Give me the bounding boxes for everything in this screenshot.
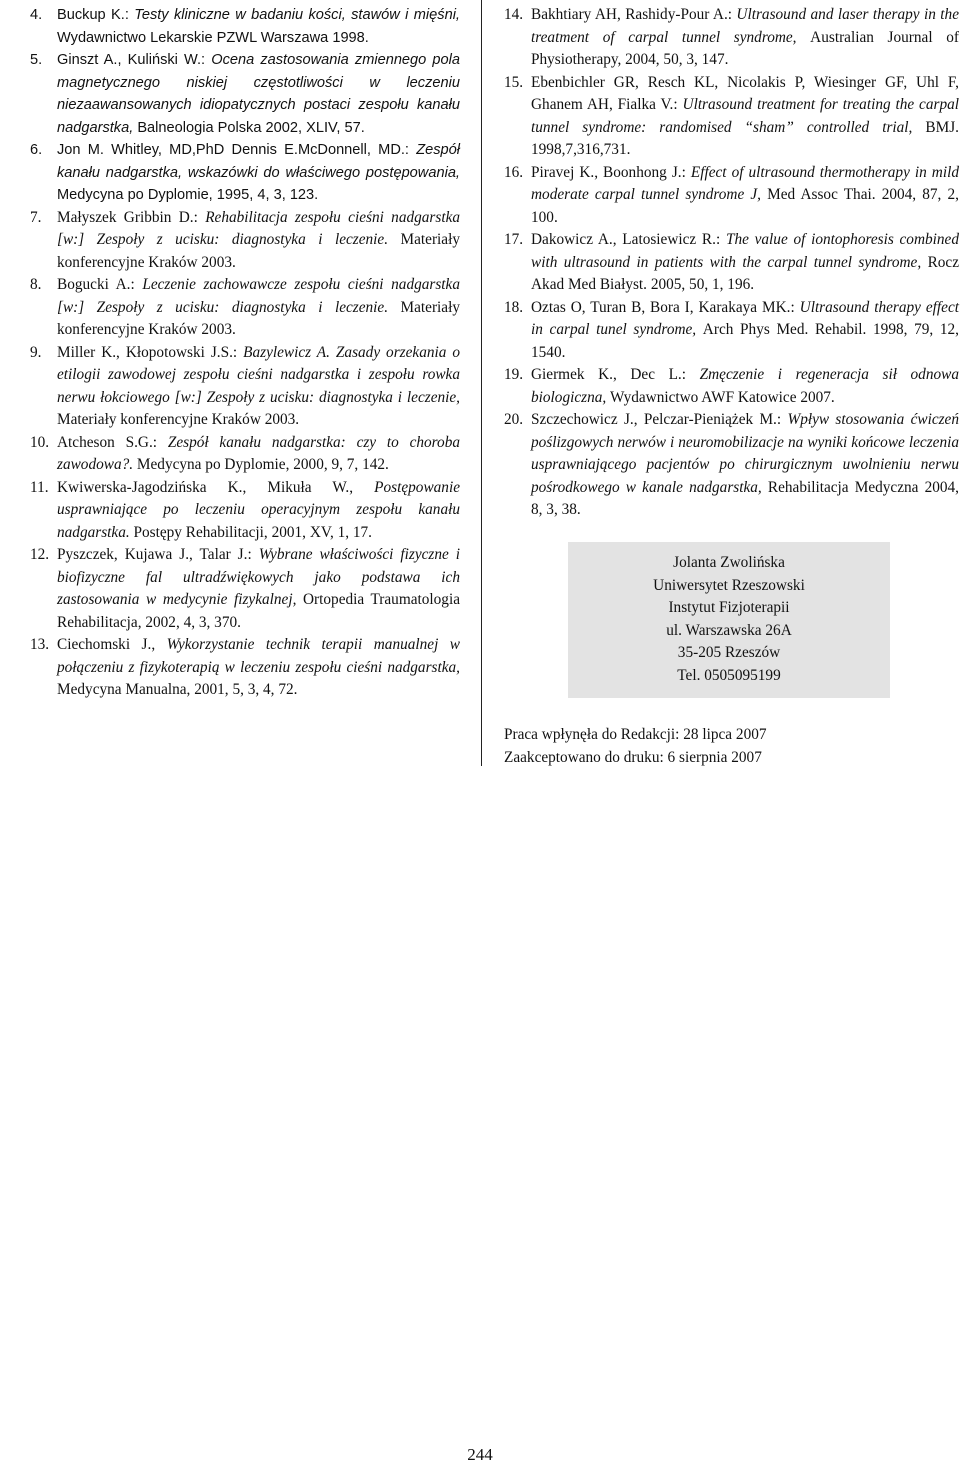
reference-title: Ocena zastosowania zmiennego pola magnetycznego niskiej częstotliwości w leczeniu niezaawansowanych idiopatycznych postaci zespołu kanału nadgarstka, [57, 52, 460, 136]
reference-item [504, 4, 959, 72]
reference-source: Ortopedia Traumatologia Rehabilitacja, 2002, 4, 3, 370. [57, 591, 460, 631]
reference-item [504, 229, 959, 297]
reference-item [30, 432, 460, 477]
reference-number: 7. [30, 208, 42, 226]
reference-authors: Ginszt A., Kuliński W.: [57, 52, 212, 68]
reference-title: Zmęczenie i regeneracja sił odnowa biologiczna, [531, 366, 959, 406]
reference-authors: Jon M. Whitley, MD,PhD Dennis E.McDonnell, MD.: [57, 142, 417, 158]
reference-number: 19. [504, 366, 524, 383]
reference-authors: Bogucki A.: [57, 276, 143, 293]
reference-title: The value of iontophoresis combined with ultrasound in patients with the carpal tunnel syndrome, [531, 231, 959, 271]
reference-number: 14. [504, 6, 524, 23]
reference-title: Testy kliniczne w badaniu kości, stawów i mięśni, [134, 7, 460, 23]
reference-item [30, 139, 460, 207]
reference-authors: Kwiwerska-Jagodzińska K., Mikuła W., [57, 478, 375, 496]
reference-title: Ultrasound treatment for treating the carpal tunnel syndrome: randomised “sham” controlled trial, [531, 96, 959, 136]
reference-number: 5. [30, 52, 43, 68]
reference-item [30, 544, 460, 634]
author-city: 35-205 Rzeszów [677, 644, 781, 661]
reference-number: 15. [504, 73, 524, 91]
reference-title: Wykorzystanie technik terapii manualnej w połączeniu z fizykoterapią w leczeniu zespołu cieśni nadgarstka, [57, 636, 460, 676]
reference-number: 6. [30, 142, 43, 158]
submission-dates [504, 724, 767, 769]
reference-source: Materiały konferencyjne Kraków 2003. [57, 231, 460, 271]
reference-item [30, 342, 460, 432]
reference-authors: Bakhtiary AH, Rashidy-Pour A.: [531, 6, 737, 23]
reference-source: Wydawnictwo AWF Katowice 2007. [610, 388, 835, 406]
references-left-column [30, 4, 460, 702]
reference-number: 11. [30, 478, 49, 496]
reference-title: Rehabilitacja zespołu cieśni nadgarstka [w:] Zespoły z ucisku: diagnostyka i leczenie. [57, 208, 461, 248]
reference-authors: Szczechowicz J., Pelczar-Pieniążek M.: [531, 411, 788, 428]
reference-title: Effect of ultrasound thermotherapy in mild moderate carpal tunnel syndrome J, [531, 163, 959, 203]
reference-source: Rehabilitacja Medyczna 2004, 8, 3, 38. [531, 478, 960, 518]
reference-title: Wybrane właściwości fizyczne i biofizyczne fal ultradźwiękowych jako podstawa ich zastosowania w medycynie fizykalnej, [57, 546, 461, 608]
reference-source: Med Assoc Thai. 2004, 87, 2, 100. [531, 186, 959, 226]
reference-item [504, 297, 959, 365]
reference-source: Materiały konferencyjne Kraków 2003. [57, 298, 460, 338]
accepted-date: Zaakceptowano do druku: 6 sierpnia 2007 [504, 748, 762, 766]
reference-title: Postępowanie usprawniające po leczeniu operacyjnym zespołu kanału nadgarstka. [57, 478, 460, 541]
reference-authors: Oztas O, Turan B, Bora I, Karakaya MK.: [531, 298, 800, 316]
column-divider [481, 0, 482, 766]
page-number: 244 [467, 1445, 493, 1464]
reference-authors: Atcheson S.G.: [57, 433, 168, 451]
reference-number: 4. [30, 7, 43, 23]
author-address-box [568, 542, 890, 698]
reference-item [504, 364, 959, 409]
reference-item [30, 207, 460, 275]
references-right-column [504, 4, 959, 522]
reference-source: Balneologia Polska 2002, XLIV, 57. [137, 119, 365, 136]
reference-item [30, 274, 460, 342]
reference-authors: Buckup K.: [57, 7, 135, 23]
reference-source: Arch Phys Med. Rehabil. 1998, 79, 12, 1540. [531, 321, 960, 361]
reference-title: Bazylewicz A. Zasady orzekania o etilogii zawodowej zespołu cieśni nadgarstka i zespołu rowka nerwu łokciowego [w:] Zespoły z ucisku: diagnostyka i leczenie, [57, 343, 460, 406]
reference-source: BMJ. 1998,7,316,731. [531, 118, 959, 158]
reference-authors: Dakowicz A., Latosiewicz R.: [531, 231, 726, 248]
reference-number: 12. [30, 546, 50, 563]
reference-source: Medycyna po Dyplomie, 2000, 9, 7, 142. [136, 456, 389, 473]
reference-authors: Miller K., Kłopotowski J.S.: [57, 343, 244, 361]
reference-item [30, 477, 460, 545]
reference-source: Australian Journal of Physiotherapy, 2004, 50, 3, 147. [531, 28, 959, 68]
reference-source: Materiały konferencyjne Kraków 2003. [57, 411, 300, 428]
reference-number: 18. [504, 298, 524, 316]
reference-number: 9. [30, 343, 42, 361]
reference-source: Wydawnictwo Lekarskie PZWL Warszawa 1998. [57, 29, 369, 46]
reference-number: 10. [30, 433, 50, 451]
reference-item [30, 634, 460, 702]
reference-number: 17. [504, 231, 524, 248]
reference-number: 8. [30, 276, 42, 293]
reference-source: Medycyna po Dyplomie, 1995, 4, 3, 123. [57, 187, 319, 203]
reference-item [30, 4, 460, 49]
reference-title: Zespół kanału nadgarstka: czy to choroba zawodowa?. [57, 433, 460, 473]
author-institute: Instytut Fizjoterapii [668, 599, 790, 616]
reference-number: 13. [30, 636, 50, 653]
reference-authors: Małyszek Gribbin D.: [57, 208, 206, 226]
reference-source: Medycyna Manualna, 2001, 5, 3, 4, 72. [57, 681, 298, 698]
reference-item [504, 162, 959, 230]
reference-authors: Ebenbichler GR, Resch KL, Nicolakis P, Wiesinger GF, Uhl F, Ghanem AH, Fialka V.: [531, 73, 959, 113]
reference-authors: Piravej K., Boonhong J.: [531, 163, 691, 181]
reference-source: Rocz Akad Med Białyst. 2005, 50, 1, 196. [531, 253, 959, 293]
reference-authors: Pyszczek, Kujawa J., Talar J.: [57, 546, 259, 563]
reference-title: Ultrasound and laser therapy in the treatment of carpal tunnel syndrome, [531, 6, 959, 46]
reference-title: Wpływ stosowania ćwiczeń poślizgowych nerwów i neuromobilizacje na wyniki końcowe leczenia usprawniającego pacjentów po chirurgicznym uwolnieniu nerwu pośrodkowego w kanale nadgarstka, [531, 411, 959, 496]
reference-authors: Ciechomski J., [57, 636, 167, 653]
reference-title: Leczenie zachowawcze zespołu cieśni nadgarstka [w:] Zespoły z ucisku: diagnostyka i leczenie. [57, 276, 460, 316]
reference-title: Zespół kanału nadgarstka, wskazówki do właściwego postępowania, [57, 142, 460, 181]
reference-item [30, 49, 460, 139]
author-university: Uniwersytet Rzeszowski [653, 576, 805, 594]
reference-number: 16. [504, 163, 524, 181]
reference-source: Postępy Rehabilitacji, 2001, XV, 1, 17. [133, 523, 373, 541]
reference-item [504, 409, 959, 522]
received-date: Praca wpłynęła do Redakcji: 28 lipca 2007 [504, 726, 767, 743]
reference-title: Ultrasound therapy effect in carpal tunel syndrome, [531, 298, 959, 338]
reference-number: 20. [504, 411, 524, 428]
author-phone: Tel. 0505095199 [677, 666, 781, 684]
reference-item [504, 72, 959, 162]
author-name: Jolanta Zwolińska [673, 554, 785, 571]
reference-authors: Giermek K., Dec L.: [531, 366, 700, 383]
author-street: ul. Warszawska 26A [666, 621, 792, 639]
